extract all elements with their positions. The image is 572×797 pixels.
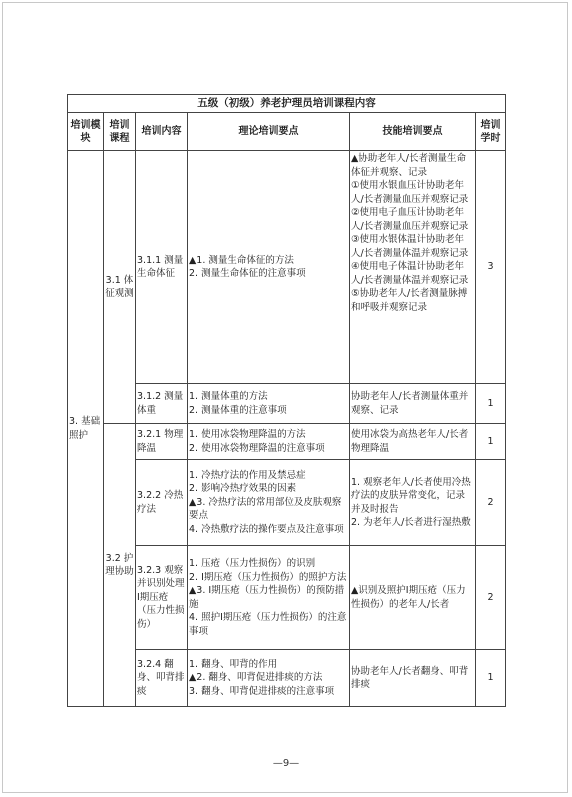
cell-line: ▲2. 翻身、叩背促进排痰的方法 xyxy=(189,672,323,684)
header-content: 培训内容 xyxy=(136,113,188,151)
cell-line: 1. 测量体重的方法 xyxy=(189,391,268,402)
cell-line: 1. 冷热疗法的作用及禁忌症 xyxy=(189,469,306,481)
skill-cell xyxy=(350,546,476,650)
course-cell-1: 3.1 体征观测 xyxy=(104,151,136,424)
theory-cell xyxy=(188,384,350,424)
cell-line: 1. 观察老年人/长者使用冷热疗法的皮肤异常变化，记录并及时报告 xyxy=(351,476,471,515)
cell-line: 1. 使用冰袋物理降温的方法 xyxy=(189,429,306,440)
hours-cell: 2 xyxy=(476,546,506,650)
header-theory: 理论培训要点 xyxy=(188,113,350,151)
cell-line: 使用冰袋为高热老年人/长者物理降温 xyxy=(351,429,469,454)
course-cell-2: 3.2 护理协助 xyxy=(104,424,136,707)
content-cell: 3.1.2 测量体重 xyxy=(136,384,188,424)
theory-cell xyxy=(188,546,350,650)
table-title-row xyxy=(68,95,506,113)
cell-line: ②使用电子血压计协助老年人/长者测量血压并观察记录 xyxy=(351,207,469,232)
content-cell: 3.2.3 观察并识别处理Ⅰ期压疮（压力性损伤） xyxy=(136,546,188,650)
table-row xyxy=(68,151,506,384)
cell-line: 3. 翻身、叩背促进排痰的注意事项 xyxy=(189,685,335,697)
header-course: 培训课程 xyxy=(104,113,136,151)
cell-line: 2. Ⅰ期压疮（压力性损伤）的照护方法 xyxy=(189,571,347,583)
cell-line: 2. 测量体重的注意事项 xyxy=(189,404,287,416)
skill-cell xyxy=(350,384,476,424)
content-cell: 3.1.1 测量生命体征 xyxy=(136,151,188,384)
cell-line: ③使用水银体温计协助老年人/长者测量体温并观察记录 xyxy=(351,234,469,259)
hours-cell: 1 xyxy=(476,650,506,707)
skill-cell xyxy=(350,650,476,707)
table-row xyxy=(68,424,506,460)
module-cell: 3. 基础照护 xyxy=(68,151,104,707)
content-cell: 3.2.2 冷热疗法 xyxy=(136,460,188,546)
cell-line: ▲3. Ⅰ期压疮（压力性损伤）的预防措施 xyxy=(189,585,345,610)
course-table xyxy=(67,94,506,707)
cell-line: 2. 测量生命体征的注意事项 xyxy=(189,268,306,279)
cell-line: ▲3. 冷热疗法的常用部位及皮肤观察要点 xyxy=(189,496,342,522)
header-module: 培训模块 xyxy=(68,113,104,151)
header-skill: 技能培训要点 xyxy=(350,113,476,151)
content-cell: 3.2.4 翻身、叩背排痰 xyxy=(136,650,188,707)
cell-line: 2. 为老年人/长者进行湿热敷 xyxy=(351,517,471,528)
page-number: —9— xyxy=(272,758,300,769)
cell-line: ⑤协助老年人/长者测量脉搏和呼吸并观察记录 xyxy=(351,288,468,313)
cell-line: ▲协助老年人/长者测量生命体征并观察、记录 xyxy=(351,153,467,178)
cell-line: 协助老年人/长者翻身、叩背排痰 xyxy=(351,665,469,690)
hours-cell: 2 xyxy=(476,460,506,546)
cell-line: 2. 使用冰袋物理降温的注意事项 xyxy=(189,442,325,454)
cell-line: ▲1. 测量生命体征的方法 xyxy=(189,254,294,266)
content-cell: 3.2.1 物理降温 xyxy=(136,424,188,460)
theory-cell xyxy=(188,650,350,707)
theory-cell xyxy=(188,424,350,460)
skill-cell xyxy=(350,151,476,384)
theory-cell xyxy=(188,460,350,546)
cell-line: ▲识别及照护Ⅰ期压疮（压力性损伤）的老年人/长者 xyxy=(351,585,466,610)
header-hours: 培训学时 xyxy=(476,113,506,151)
table-title: 五级（初级）养老护理员培训课程内容 xyxy=(68,95,506,113)
cell-line: 协助老年人/长者测量体重并观察、记录 xyxy=(351,391,469,416)
skill-cell xyxy=(350,460,476,546)
cell-line: 1. 压疮（压力性损伤）的识别 xyxy=(189,558,316,569)
header-row xyxy=(68,113,506,151)
skill-cell xyxy=(350,424,476,460)
hours-cell: 1 xyxy=(476,384,506,424)
hours-cell: 3 xyxy=(476,151,506,384)
cell-line: ①使用水银血压计协助老年人/长者测量血压并观察记录 xyxy=(351,180,469,205)
cell-line: ④使用电子体温计协助老年人/长者测量体温并观察记录 xyxy=(351,261,469,286)
hours-cell: 1 xyxy=(476,424,506,460)
cell-line: 1. 翻身、叩背的作用 xyxy=(189,658,278,670)
cell-line: 2. 影响冷热疗效果的因素 xyxy=(189,483,297,495)
cell-line: 4. 照护Ⅰ期压疮（压力性损伤）的注意事项 xyxy=(189,612,347,637)
theory-cell xyxy=(188,151,350,384)
cell-line: 4. 冷热敷疗法的操作要点及注意事项 xyxy=(189,523,344,535)
